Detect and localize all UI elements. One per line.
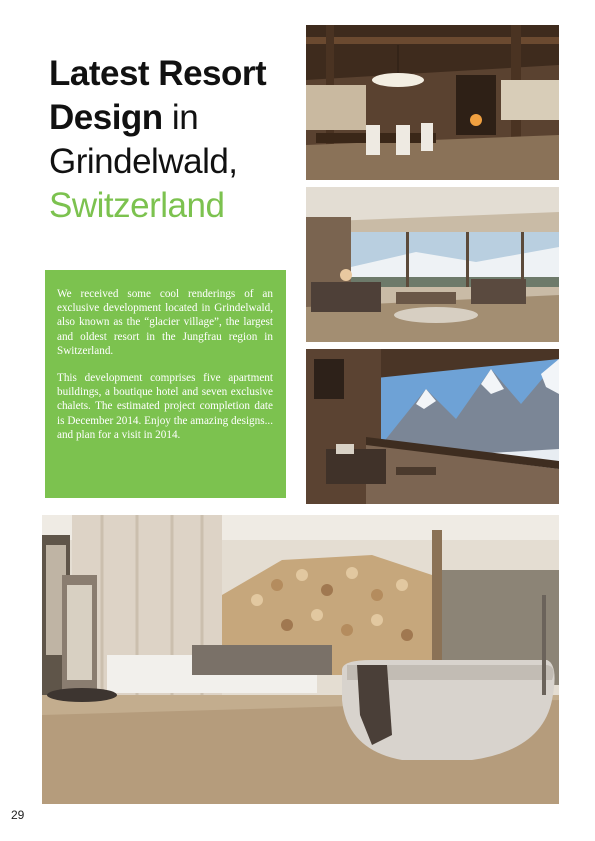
intro-paragraph-1: We received some cool renderings of an exclusive development located in Grindelwald, also known as the “glacier village”, the largest and oldest resort in the Jungfrau region in Switzerland. [57,288,273,357]
title-line-1 [49,52,299,96]
title-line-3: Grindelwald, [49,142,238,181]
title-regular-2: in [162,98,199,137]
chalet-bedroom-photo [42,515,559,804]
chalet-living-room-photo [306,187,559,342]
page-title [49,52,299,228]
title-bold-1: Latest Resort [49,54,267,93]
chalet-dining-room-photo [306,25,559,180]
title-line-2 [49,96,299,140]
chalet-balcony-photo [306,349,559,504]
intro-paragraph-2: This development comprises five apartment buildings, a boutique hotel and seven exclusive chalets. The estimated project completion date is December 2014. Enjoy the amazing designs... and plan for a visit in 2014. [57,372,273,441]
intro-text-box [45,270,286,498]
title-line-4: Switzerland [49,186,225,225]
title-bold-2: Design [49,98,163,137]
page-number: 29 [11,808,25,822]
